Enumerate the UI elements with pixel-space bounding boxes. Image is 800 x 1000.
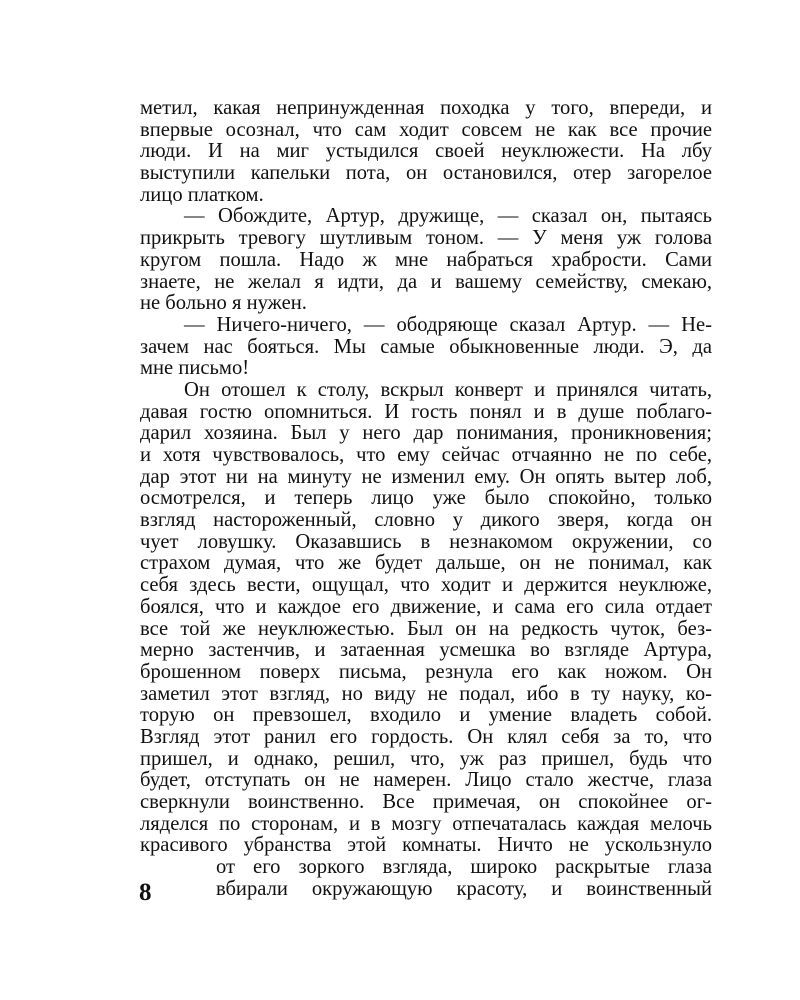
text-line: зачем нас бояться. Мы самые обыкновенные люди. Э, да (140, 335, 712, 358)
text-line: люди. И на миг устыдился своей неуклюжести. На лбу (140, 140, 712, 163)
text-line: ляделся по сторонам, и в мозгу отпечаталась каждая мелочь (140, 812, 712, 835)
text-line: себя здесь вести, ощущал, что ходит и держится неуклюже, (140, 574, 712, 597)
text-line: заметил этот взгляд, но виду не подал, ибо в ту науку, ко- (140, 682, 712, 705)
text-line: Он отошел к столу, вскрыл конверт и принялся читать, (184, 378, 712, 401)
text-line: пришел, и однако, решил, что, уж раз пришел, будь что (140, 747, 712, 770)
text-line: — Обождите, Артур, дружище, — сказал он, пытаясь (184, 205, 712, 228)
text-line: Взгляд этот ранил его гордость. Он клял себя за то, что (140, 725, 712, 748)
body-text (140, 98, 712, 900)
text-line: — Ничего-ничего, — ободряюще сказал Артур. — Не- (184, 313, 712, 336)
text-line: дар этот ни на минуту не изменил ему. Он опять вытер лоб, (140, 465, 712, 488)
text-line: будет, отступать он не намерен. Лицо стало жестче, глаза (140, 769, 712, 792)
text-line: впервые осознал, что сам ходит совсем не как все прочие (140, 118, 712, 141)
text-line: чует ловушку. Оказавшись в незнакомом окружении, со (140, 530, 712, 553)
text-line: мне письмо! (140, 357, 250, 380)
text-line: вбирали окружающую красоту, и воинственный (216, 877, 712, 900)
text-line: и хотя чувствовалось, что ему сейчас отчаянно не по себе, (140, 444, 712, 466)
text-line: взгляд настороженный, словно у дикого зверя, когда он (140, 509, 712, 532)
text-line: страхом думая, что же будет дальше, он не понимал, как (140, 552, 712, 575)
text-line: все той же неуклюжестью. Был он на редкость чуток, без- (140, 617, 712, 640)
text-line: мерно застенчив, и затаенная усмешка во взгляде Артура, (140, 639, 712, 662)
text-line: торую он превзошел, входило и умение владеть собой. (140, 704, 712, 727)
text-line: брошенном поверх письма, резнула его как ножом. Он (140, 660, 712, 683)
text-line: не больно я нужен. (140, 292, 307, 315)
text-line: сверкнули воинственно. Все примечая, он спокойнее ог- (140, 791, 712, 813)
text-line: осмотрелся, и теперь лицо уже было спокойно, только (140, 487, 712, 510)
text-line: красивого убранства этой комнаты. Ничто не ускользнуло (140, 834, 712, 857)
text-line: дарил хозяина. Был у него дар понимания, проникновения; (140, 422, 712, 445)
text-line: кругом пошла. Надо ж мне набраться храбрости. Сами (140, 248, 712, 271)
text-line: давая гостю опомниться. И гость понял и в душе поблаго- (140, 400, 712, 423)
text-line: метил, какая непринужденная походка у того, впереди, и (140, 97, 712, 119)
text-line: выступили капельки пота, он остановился, отер загорелое (140, 162, 712, 185)
text-line: прикрыть тревогу шутливым тоном. — У меня уж голова (140, 227, 712, 250)
page-number: 8 (139, 879, 152, 906)
text-line: от его зоркого взгляда, широко раскрытые глаза (216, 856, 712, 879)
text-line: боялся, что и каждое его движение, и сама его сила отдает (140, 595, 712, 618)
text-line: лицо платком. (140, 183, 264, 206)
text-line: знаете, не желал я идти, да и вашему семейству, смекаю, (140, 270, 712, 293)
